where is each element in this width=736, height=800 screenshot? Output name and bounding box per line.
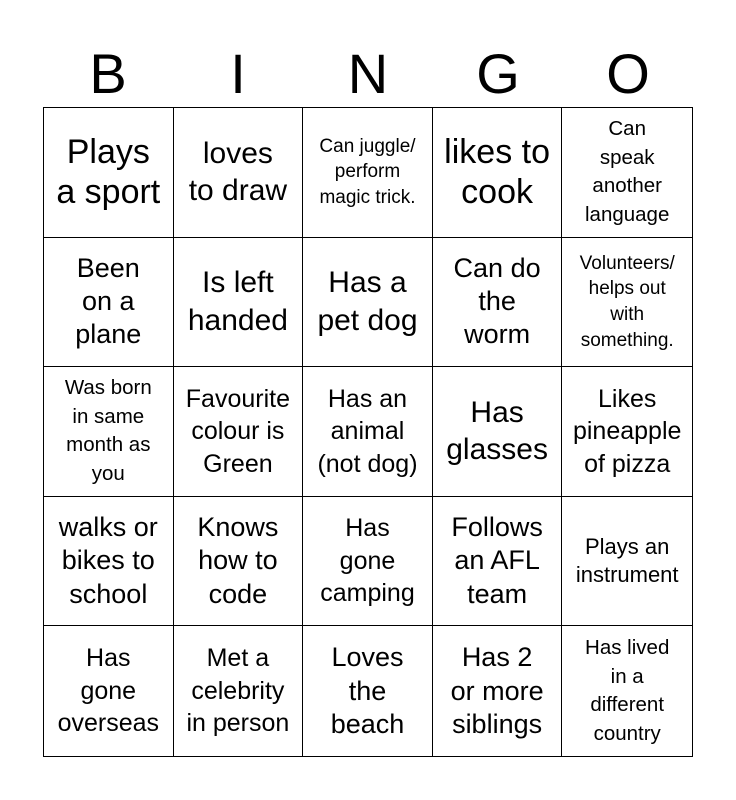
bingo-board — [43, 107, 693, 757]
cell-text: Has 2 or more siblings — [450, 642, 544, 739]
bingo-cell[interactable] — [562, 108, 692, 238]
bingo-cell[interactable] — [174, 238, 304, 368]
bingo-header — [43, 40, 693, 108]
header-letter-g: G — [476, 42, 520, 105]
cell-text: Can speak another language — [585, 116, 670, 226]
cell-text: likes to cook — [444, 132, 550, 212]
cell-text: Plays an instrument — [575, 533, 679, 588]
cell-text: Volunteers/ helps out with something. — [579, 252, 675, 351]
cell-text: Has a pet dog — [317, 266, 418, 337]
bingo-cell[interactable] — [433, 108, 563, 238]
cell-text: Has an animal (not dog) — [317, 384, 418, 478]
bingo-cell[interactable] — [562, 238, 692, 368]
bingo-cell[interactable] — [44, 108, 174, 238]
cell-text: Can do the worm — [453, 253, 541, 350]
header-letter-o: O — [606, 42, 650, 105]
bingo-cell[interactable] — [174, 367, 304, 497]
cell-text: Likes pineapple of pizza — [572, 384, 682, 478]
cell-text: Plays a sport — [56, 132, 161, 212]
cell-text: loves to draw — [188, 136, 288, 208]
cell-text: Favourite colour is Green — [185, 384, 290, 478]
bingo-cell[interactable] — [433, 626, 563, 756]
cell-text: Can juggle/ perform magic trick. — [319, 135, 416, 209]
cell-text: Knows how to code — [197, 512, 279, 609]
bingo-cell[interactable] — [433, 497, 563, 627]
cell-text: Is left handed — [187, 266, 288, 337]
bingo-cell[interactable] — [562, 367, 692, 497]
cell-text: Loves the beach — [330, 642, 405, 739]
bingo-cell[interactable] — [44, 238, 174, 368]
bingo-cell[interactable] — [174, 626, 304, 756]
bingo-cell[interactable] — [433, 238, 563, 368]
bingo-cell[interactable] — [303, 497, 433, 627]
cell-text: Been on a plane — [75, 253, 142, 350]
bingo-cell[interactable] — [303, 626, 433, 756]
bingo-cell[interactable] — [303, 367, 433, 497]
bingo-cell[interactable] — [174, 108, 304, 238]
cell-text: Has lived in a different country — [585, 635, 670, 745]
cell-text: Has gone overseas — [57, 644, 160, 738]
bingo-cell[interactable] — [174, 497, 304, 627]
bingo-cell[interactable] — [562, 497, 692, 627]
cell-text: Has gone camping — [320, 514, 415, 608]
bingo-cell[interactable] — [433, 367, 563, 497]
header-letter-b: B — [89, 42, 127, 105]
header-letter-i: I — [230, 42, 246, 105]
cell-text: Met a celebrity in person — [186, 644, 290, 738]
bingo-cell[interactable] — [562, 626, 692, 756]
cell-text: Follows an AFL team — [451, 512, 543, 609]
bingo-cell[interactable] — [303, 108, 433, 238]
bingo-cell[interactable] — [303, 238, 433, 368]
bingo-cell[interactable] — [44, 367, 174, 497]
bingo-cell[interactable] — [44, 626, 174, 756]
header-letter-n: N — [347, 42, 389, 105]
cell-text: Has glasses — [446, 395, 548, 467]
cell-text: Was born in same month as you — [64, 376, 152, 486]
bingo-cell[interactable] — [44, 497, 174, 627]
cell-text: walks or bikes to school — [58, 512, 158, 609]
